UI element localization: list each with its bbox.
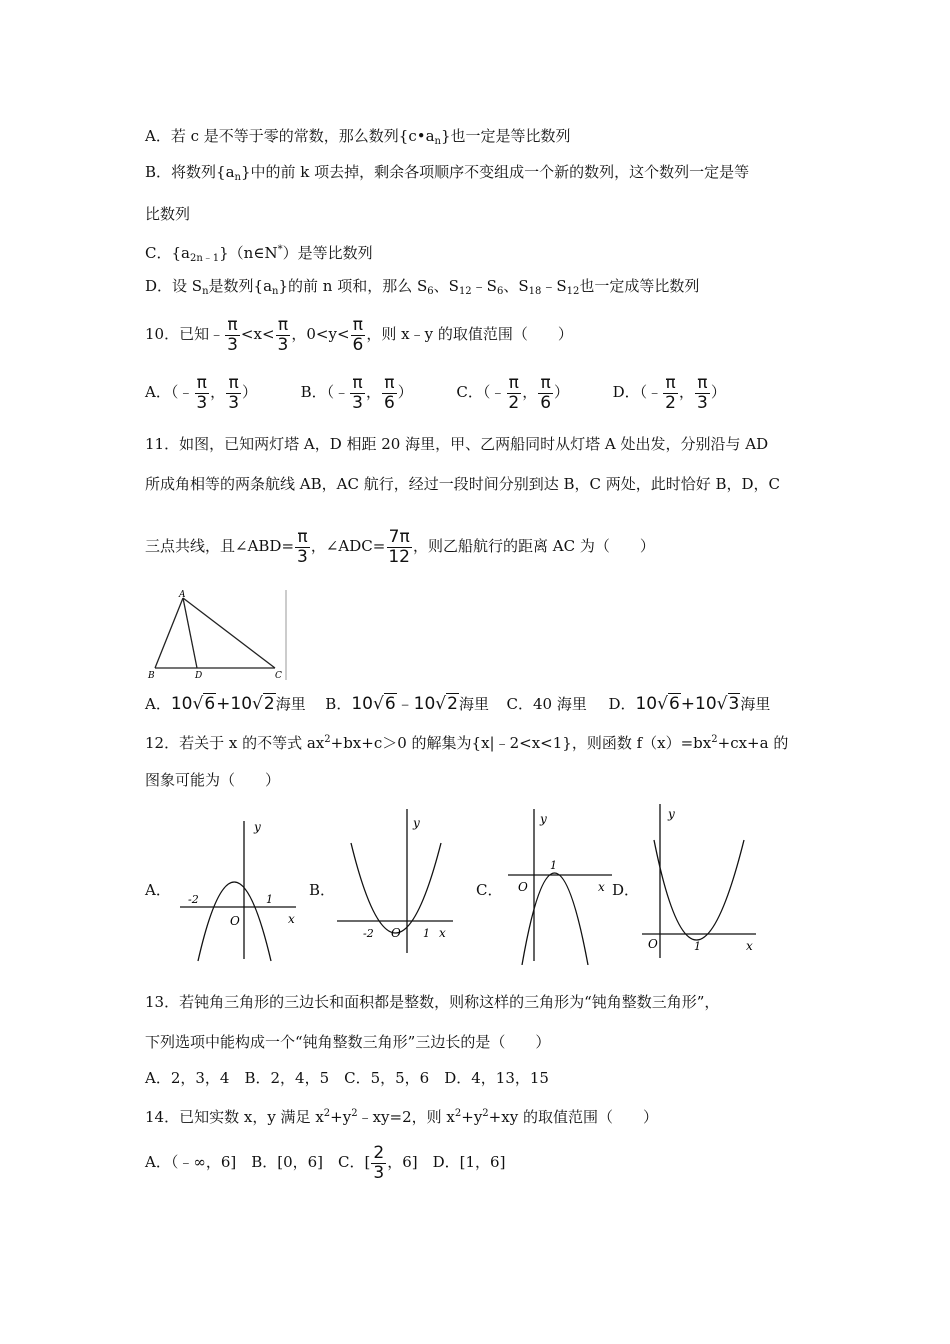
origin-label: O xyxy=(518,880,528,894)
q11-triangle-figure xyxy=(145,588,290,682)
q11-option-c: C．40 海里 xyxy=(506,695,587,713)
axis-label-y: y xyxy=(540,812,547,826)
q12-graph-b xyxy=(333,803,457,965)
q11-line-1: 11．如图，已知两灯塔 A，D 相距 20 海里，甲、乙两船同时从灯塔 A 处出发，分别沿与 AD xyxy=(145,435,769,453)
axis-label-x: x xyxy=(288,912,295,926)
q9-option-b: B．将数列$\{a_n\}$中的前 k 项去掉，剩余各项顺序不变组成一个新的数列，这个数列一定是等 xyxy=(145,163,750,183)
tick-label: -2 xyxy=(188,893,199,906)
axis-label-y: y xyxy=(254,820,261,834)
axis-label-y: y xyxy=(668,807,675,821)
q11-label-c: C xyxy=(275,671,282,681)
q12-label-c: C． xyxy=(476,881,503,899)
q10-stem: 10．已知﹣ $\frac{\pi}{3}$ <x< $\frac{\pi}{3}$ ，0<y< $\frac{\pi}{6}$ ，则 x﹣y 的取值范围（ ） xyxy=(145,314,573,355)
tick-label: -2 xyxy=(363,927,374,940)
q12-label-b: B． xyxy=(309,881,336,899)
axis-label-x: x xyxy=(598,880,605,894)
q13-line-1: 13．若钝角三角形的三边长和面积都是整数，则称这样的三角形为“钝角整数三角形”， xyxy=(145,993,720,1011)
q14-stem: 14．已知实数 x，y 满足 $x^2+y^2﹣xy=2$，则 $x^2+y^2+xy$ 的取值范围（ ） xyxy=(145,1108,658,1126)
axis-label-x: x xyxy=(746,939,753,953)
q10-options xyxy=(145,370,726,414)
q10-option-c: C．（﹣ $\frac{\pi}{2}$ ， $\frac{\pi}{6}$ ） xyxy=(456,372,570,413)
q11-label-a: A xyxy=(179,590,186,600)
q10-option-b: B．（﹣ $\frac{\pi}{3}$ ， $\frac{\pi}{6}$ ） xyxy=(300,372,413,413)
q9-option-d: D．设 $S_n$是数列$\{a_n\}$的前 n 项和，那么 $S_6$、$S_{12}﹣S_6$、$S_{18}﹣S_{12}$也一定成等比数列 xyxy=(145,277,700,297)
q11-option-a: A．10√6+10√2海里 xyxy=(145,694,306,714)
q14-options: A．（﹣∞，6] B．[0，6] C．[ $\frac{2}{3}$ ，6] D．[1，6] xyxy=(145,1142,506,1183)
q12-graph-d xyxy=(636,800,762,966)
tick-label: 1 xyxy=(694,940,701,953)
origin-label: O xyxy=(230,914,240,928)
q10-option-a: A．（﹣ $\frac{\pi}{3}$ ， $\frac{\pi}{3}$ ） xyxy=(145,372,258,413)
q13-line-2: 下列选项中能构成一个“钝角整数三角形”三边长的是（ ） xyxy=(145,1033,551,1051)
tick-label: 1 xyxy=(550,859,557,872)
axis-label-y: y xyxy=(413,816,420,830)
q12-line-2: 图象可能为（ ） xyxy=(145,771,281,789)
q10-option-d: D．（﹣ $\frac{\pi}{2}$ ， $\frac{\pi}{3}$ ） xyxy=(612,372,726,413)
q11-label-b: B xyxy=(148,671,155,681)
tick-label: 1 xyxy=(266,893,273,906)
q11-line-2: 所成角相等的两条航线 AB，AC 航行，经过一段时间分别到达 B，C 两处，此时恰好 B，D，C xyxy=(145,475,781,493)
tick-label: 1 xyxy=(423,927,430,940)
q12-line-1: 12．若关于 x 的不等式 $ax^2+bx+c>0$ 的解集为{x|﹣2<x<1}，则函数 $f(x)=bx^2+cx+a$ 的 xyxy=(145,734,789,752)
q12-label-d: D． xyxy=(612,881,640,899)
q9-option-b-cont: 比数列 xyxy=(145,205,191,223)
q13-options: A．2，3，4 B．2，4，5 C．5，5，6 D．4，13，15 xyxy=(145,1069,549,1087)
origin-label: O xyxy=(391,926,401,940)
q11-option-d: D．10√6+10√3海里 xyxy=(608,694,771,714)
q11-line-3: 三点共线，且∠ABD= $\frac{\pi}{3}$ ，∠ADC= $\frac{7\pi}{12}$ ，则乙船航行的距离 AC 为（ ） xyxy=(145,526,655,567)
axis-label-x: x xyxy=(439,926,446,940)
q12-graph-a xyxy=(168,813,308,965)
q11-options xyxy=(145,692,770,716)
q11-label-d: D xyxy=(195,671,203,681)
q9-option-c: C．$\{a_{2n﹣1}\}(n\in N^*)$是等比数列 xyxy=(145,244,373,264)
origin-label: O xyxy=(648,937,658,951)
q9-option-a: A．若 c 是不等于零的常数，那么数列$\{c•a_n\}$也一定是等比数列 xyxy=(145,127,571,147)
q11-option-b: B．10√6﹣10√2海里 xyxy=(325,694,489,714)
q12-graph-c xyxy=(502,805,616,965)
q12-label-a: A． xyxy=(145,881,171,899)
